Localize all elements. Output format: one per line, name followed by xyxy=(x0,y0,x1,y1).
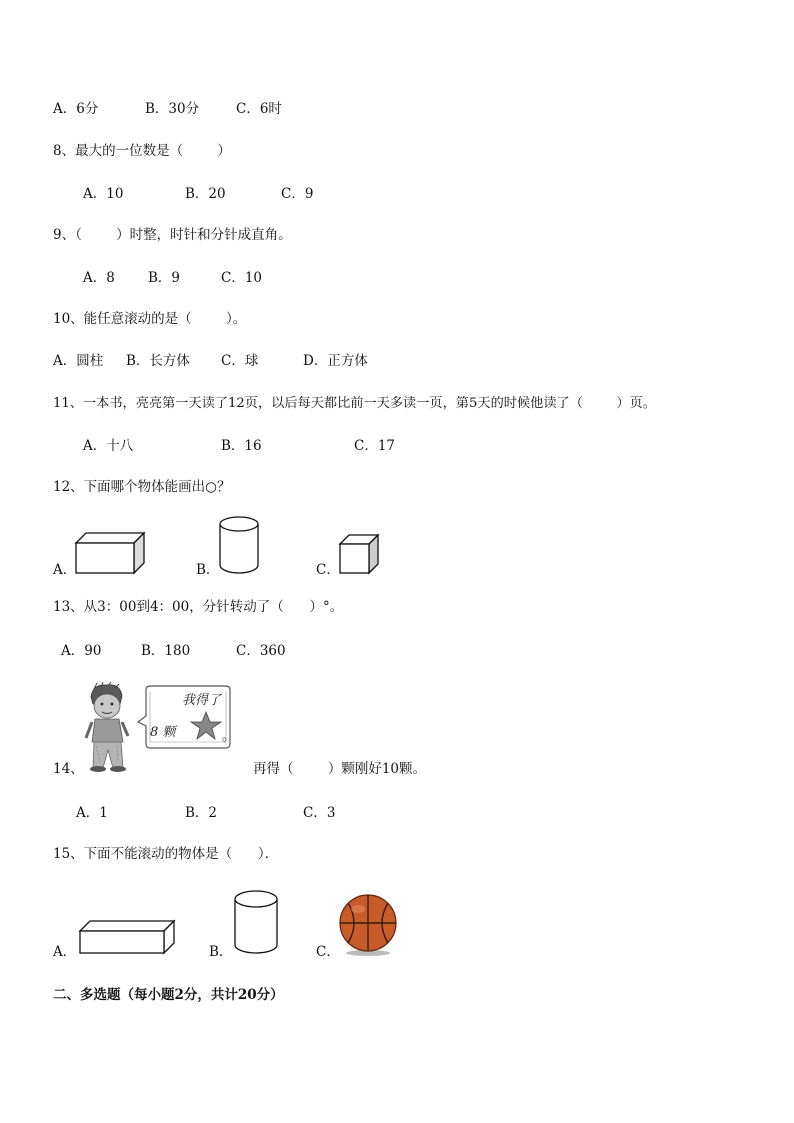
q7-option-a: A．6分 xyxy=(53,101,99,117)
q13-option-c: C．360 xyxy=(236,643,286,659)
q14-option-b: B．2 xyxy=(185,805,218,821)
q10-option-b: B．长方体 xyxy=(126,353,190,369)
long-cuboid-figure xyxy=(78,919,176,955)
q12-option-a: A． xyxy=(53,562,77,578)
q11-question: 11、一本书，亮亮第一天读了12页，以后每天都比前一天多读一页，第5天的时候他读了（ ）页。 xyxy=(53,396,656,411)
q14-number: 14、 xyxy=(53,761,84,777)
bubble-text-line2: 8 颗 xyxy=(150,725,176,740)
q10-option-d: D．正方体 xyxy=(303,353,368,369)
q9-option-a: A．8 xyxy=(83,270,115,286)
bubble-text-end: 。 xyxy=(222,729,236,744)
q10-option-c: C．球 xyxy=(221,353,259,369)
q14-question: 再得（ ）颗刚好10颗。 xyxy=(253,761,427,777)
cylinder-figure-2 xyxy=(233,889,279,955)
q14-option-a: A．1 xyxy=(76,805,108,821)
q12-question: 12、下面哪个物体能画出○？ xyxy=(53,479,231,495)
q15-question: 15、下面不能滚动的物体是（ ）． xyxy=(53,846,279,862)
q12-option-b: B． xyxy=(196,562,220,578)
q12-option-c: C． xyxy=(316,562,340,578)
q8-question: 8、最大的一位数是（ ） xyxy=(53,143,231,159)
cuboid-figure xyxy=(74,531,146,575)
q7-option-c: C．6时 xyxy=(236,101,282,117)
q15-option-a: A． xyxy=(53,944,77,960)
bubble-text-line1: 我得了 xyxy=(182,693,222,708)
cylinder-figure xyxy=(218,515,260,575)
q10-option-a: A．圆柱 xyxy=(53,353,104,369)
q7-option-b: B．30分 xyxy=(145,101,200,117)
section-2-title: 二、多选题（每小题2分，共计20分） xyxy=(53,987,284,1003)
q13-question: 13、从3：00到4：00，分针转动了（ ）°。 xyxy=(53,599,344,615)
q13-option-b: B．180 xyxy=(141,643,191,659)
q11-option-c: C．17 xyxy=(354,438,396,454)
q8-option-a: A．10 xyxy=(83,186,124,202)
basketball-figure xyxy=(336,893,400,957)
q10-question: 10、能任意滚动的是（ ）。 xyxy=(53,311,247,327)
q8-option-b: B．20 xyxy=(185,186,226,202)
q9-option-b: B．9 xyxy=(148,270,181,286)
q11-option-a: A．十八 xyxy=(83,438,134,454)
q14-option-c: C．3 xyxy=(303,805,336,821)
q15-option-b: B． xyxy=(209,944,233,960)
q8-option-c: C．9 xyxy=(281,186,314,202)
q11-option-b: B．16 xyxy=(221,438,262,454)
q9-question: 9、（ ）时整，时针和分针成直角。 xyxy=(53,227,292,243)
q13-option-a: A．90 xyxy=(61,643,102,659)
q9-option-c: C．10 xyxy=(221,270,263,286)
q15-option-c: C． xyxy=(316,944,340,960)
cube-figure xyxy=(338,533,380,575)
